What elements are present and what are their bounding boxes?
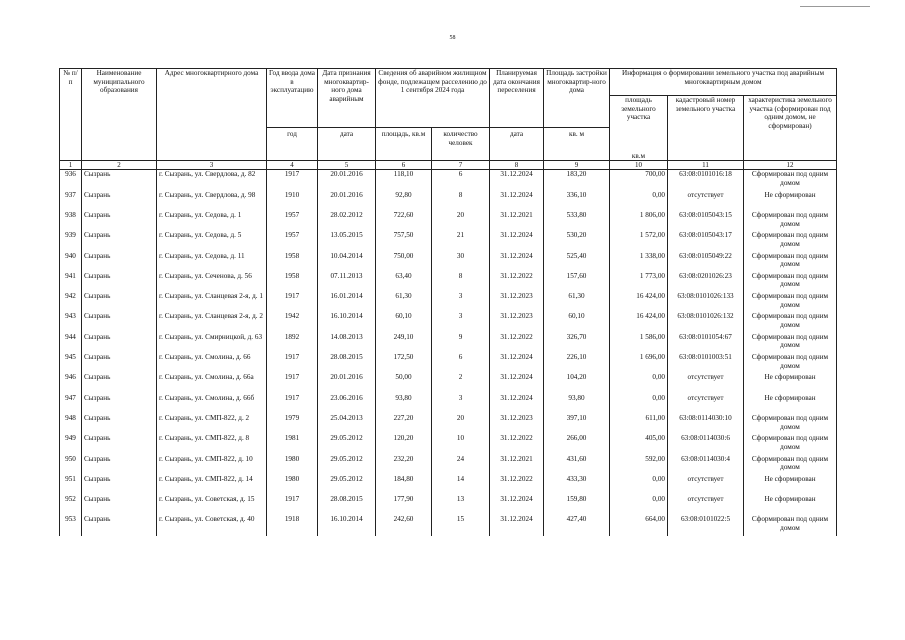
- row-planned-end: 31.12.2021: [490, 211, 544, 231]
- row-characteristic: Не сформирован: [744, 495, 837, 515]
- row-area: 61,30: [376, 292, 432, 312]
- row-land-area: 1 572,00: [610, 231, 668, 251]
- row-characteristic: Не сформирован: [744, 191, 837, 211]
- row-number: 945: [60, 353, 82, 373]
- row-planned-end: 31.12.2022: [490, 272, 544, 292]
- row-cadastral: отсутствует: [668, 394, 744, 414]
- row-planned-end: 31.12.2022: [490, 333, 544, 353]
- column-number: 10: [610, 161, 668, 170]
- row-municipality: Сызрань: [82, 455, 157, 475]
- row-land-area: 611,00: [610, 414, 668, 434]
- row-cadastral: отсутствует: [668, 373, 744, 393]
- table-row: [60, 170, 837, 191]
- row-year: 1957: [267, 231, 318, 251]
- unit-kvm: кв. м: [544, 128, 610, 161]
- row-cadastral: 63:08:0101054:67: [668, 333, 744, 353]
- row-year: 1957: [267, 211, 318, 231]
- row-cadastral: 63:08:0101016:18: [668, 170, 744, 191]
- row-cadastral: 63:08:0201026:23: [668, 272, 744, 292]
- row-area: 60,10: [376, 312, 432, 332]
- row-date-emergency: 07.11.2013: [318, 272, 376, 292]
- row-people: 3: [432, 394, 490, 414]
- row-municipality: Сызрань: [82, 475, 157, 495]
- row-area: 184,80: [376, 475, 432, 495]
- row-date-emergency: 28.08.2015: [318, 495, 376, 515]
- table-row: [60, 353, 837, 373]
- row-year: 1917: [267, 373, 318, 393]
- row-land-area: 0,00: [610, 495, 668, 515]
- row-municipality: Сызрань: [82, 515, 157, 535]
- row-cadastral: 63:08:0101026:132: [668, 312, 744, 332]
- table-row: [60, 211, 837, 231]
- row-area: 757,50: [376, 231, 432, 251]
- header-emergency-info: Сведения об аварийном жилищном фонде, подлежащем расселению до 1 сентября 2024 года: [376, 69, 490, 128]
- row-area: 177,90: [376, 495, 432, 515]
- row-characteristic: Не сформирован: [744, 475, 837, 495]
- row-area: 722,60: [376, 211, 432, 231]
- row-year: 1981: [267, 434, 318, 454]
- row-characteristic: Не сформирован: [744, 373, 837, 393]
- column-number: 4: [267, 161, 318, 170]
- row-area: 63,40: [376, 272, 432, 292]
- row-date-emergency: 16.10.2014: [318, 515, 376, 535]
- row-building-area: 266,00: [544, 434, 610, 454]
- unit-area: площадь, кв.м: [376, 128, 432, 161]
- row-characteristic: Сформирован под одним домом: [744, 353, 837, 373]
- column-number: 11: [668, 161, 744, 170]
- row-people: 24: [432, 455, 490, 475]
- row-year: 1917: [267, 292, 318, 312]
- row-address: г. Сызрань, ул. Свердлова, д. 98: [157, 191, 267, 211]
- row-address: г. Сызрань, ул. СМП-822, д. 8: [157, 434, 267, 454]
- row-area: 93,80: [376, 394, 432, 414]
- row-people: 6: [432, 353, 490, 373]
- row-characteristic: Сформирован под одним домом: [744, 252, 837, 272]
- row-building-area: 336,10: [544, 191, 610, 211]
- row-year: 1917: [267, 170, 318, 191]
- row-municipality: Сызрань: [82, 191, 157, 211]
- row-cadastral: 63:08:0114030:10: [668, 414, 744, 434]
- unit-year: год: [267, 128, 318, 161]
- row-year: 1958: [267, 252, 318, 272]
- row-year: 1892: [267, 333, 318, 353]
- row-municipality: Сызрань: [82, 495, 157, 515]
- table-row: [60, 312, 837, 332]
- header-characteristic: характеристика земельного участка (сформирован под одним домом, не сформирован): [744, 96, 837, 161]
- header-planned-end: Планируемая дата окончания переселения: [490, 69, 544, 128]
- row-building-area: 61,30: [544, 292, 610, 312]
- column-number: 8: [490, 161, 544, 170]
- row-area: 227,20: [376, 414, 432, 434]
- table-row: [60, 394, 837, 414]
- row-characteristic: Сформирован под одним домом: [744, 211, 837, 231]
- row-planned-end: 31.12.2022: [490, 475, 544, 495]
- row-characteristic: Сформирован под одним домом: [744, 312, 837, 332]
- unit-kvm2: кв.м: [631, 151, 646, 160]
- row-address: г. Сызрань, ул. Смолина, д. 66а: [157, 373, 267, 393]
- row-year: 1979: [267, 414, 318, 434]
- row-people: 3: [432, 292, 490, 312]
- header-date-emergency: Дата признания многоквартир-ного дома аварийным: [318, 69, 376, 128]
- row-area: 92,80: [376, 191, 432, 211]
- row-municipality: Сызрань: [82, 231, 157, 251]
- row-building-area: 326,70: [544, 333, 610, 353]
- row-characteristic: Сформирован под одним домом: [744, 515, 837, 535]
- row-municipality: Сызрань: [82, 170, 157, 191]
- row-planned-end: 31.12.2023: [490, 292, 544, 312]
- row-address: г. Сызрань, ул. Смолина, д. 66: [157, 353, 267, 373]
- row-date-emergency: 16.10.2014: [318, 312, 376, 332]
- row-building-area: 530,20: [544, 231, 610, 251]
- row-address: г. Сызрань, ул. Свердлова, д. 82: [157, 170, 267, 191]
- row-number: 940: [60, 252, 82, 272]
- row-date-emergency: 29.05.2012: [318, 455, 376, 475]
- column-number: 5: [318, 161, 376, 170]
- row-number: 953: [60, 515, 82, 535]
- row-cadastral: отсутствует: [668, 191, 744, 211]
- row-cadastral: 63:08:0101022:5: [668, 515, 744, 535]
- row-municipality: Сызрань: [82, 292, 157, 312]
- row-area: 50,00: [376, 373, 432, 393]
- row-year: 1917: [267, 394, 318, 414]
- header-address: Адрес многоквартирного дома: [157, 69, 267, 161]
- row-area: 750,00: [376, 252, 432, 272]
- row-planned-end: 31.12.2024: [490, 231, 544, 251]
- row-building-area: 525,40: [544, 252, 610, 272]
- row-land-area: 1 338,00: [610, 252, 668, 272]
- header-municipality: Наименование муниципального образования: [82, 69, 157, 161]
- row-municipality: Сызрань: [82, 272, 157, 292]
- row-characteristic: Сформирован под одним домом: [744, 292, 837, 312]
- row-address: г. Сызрань, ул. Сеченова, д. 56: [157, 272, 267, 292]
- row-date-emergency: 28.02.2012: [318, 211, 376, 231]
- table-row: [60, 434, 837, 454]
- row-number: 952: [60, 495, 82, 515]
- table-row: [60, 252, 837, 272]
- row-building-area: 433,30: [544, 475, 610, 495]
- header-building-area: Площадь застройки многоквартир-ного дома: [544, 69, 610, 128]
- row-cadastral: отсутствует: [668, 475, 744, 495]
- table-row: [60, 333, 837, 353]
- header-num: № п/п: [60, 69, 82, 161]
- row-address: г. Сызрань, ул. СМП-822, д. 14: [157, 475, 267, 495]
- row-land-area: 0,00: [610, 475, 668, 495]
- row-date-emergency: 16.01.2014: [318, 292, 376, 312]
- row-building-area: 397,10: [544, 414, 610, 434]
- row-date-emergency: 13.05.2015: [318, 231, 376, 251]
- column-number: 6: [376, 161, 432, 170]
- row-cadastral: 63:08:0105043:15: [668, 211, 744, 231]
- row-address: г. Сызрань, ул. Сланцевая 2-я, д. 2: [157, 312, 267, 332]
- row-building-area: 159,80: [544, 495, 610, 515]
- row-municipality: Сызрань: [82, 211, 157, 231]
- row-municipality: Сызрань: [82, 414, 157, 434]
- column-number: 2: [82, 161, 157, 170]
- row-address: г. Сызрань, ул. СМП-822, д. 10: [157, 455, 267, 475]
- table-row: [60, 475, 837, 495]
- column-number: 9: [544, 161, 610, 170]
- row-number: 946: [60, 373, 82, 393]
- row-address: г. Сызрань, ул. Смирницкой, д. 63: [157, 333, 267, 353]
- row-land-area: 664,00: [610, 515, 668, 535]
- row-people: 30: [432, 252, 490, 272]
- row-area: 118,10: [376, 170, 432, 191]
- table-row: [60, 455, 837, 475]
- row-people: 3: [432, 312, 490, 332]
- row-land-area: 700,00: [610, 170, 668, 191]
- row-cadastral: 63:08:0114030:6: [668, 434, 744, 454]
- row-date-emergency: 29.05.2012: [318, 475, 376, 495]
- row-number: 951: [60, 475, 82, 495]
- row-land-area: 16 424,00: [610, 312, 668, 332]
- row-date-emergency: 29.05.2012: [318, 434, 376, 454]
- column-number: 3: [157, 161, 267, 170]
- table-row: [60, 272, 837, 292]
- row-number: 942: [60, 292, 82, 312]
- row-number: 949: [60, 434, 82, 454]
- row-year: 1980: [267, 455, 318, 475]
- row-number: 938: [60, 211, 82, 231]
- row-people: 6: [432, 170, 490, 191]
- row-characteristic: Сформирован под одним домом: [744, 170, 837, 191]
- row-planned-end: 31.12.2024: [490, 353, 544, 373]
- row-year: 1917: [267, 495, 318, 515]
- row-land-area: 1 586,00: [610, 333, 668, 353]
- row-municipality: Сызрань: [82, 252, 157, 272]
- row-municipality: Сызрань: [82, 394, 157, 414]
- row-number: 943: [60, 312, 82, 332]
- row-people: 8: [432, 191, 490, 211]
- row-municipality: Сызрань: [82, 333, 157, 353]
- table-row: [60, 414, 837, 434]
- row-area: 232,20: [376, 455, 432, 475]
- row-planned-end: 31.12.2023: [490, 414, 544, 434]
- row-area: 172,50: [376, 353, 432, 373]
- row-address: г. Сызрань, ул. Советская, д. 40: [157, 515, 267, 535]
- row-land-area: 0,00: [610, 394, 668, 414]
- row-people: 8: [432, 272, 490, 292]
- row-land-area: 0,00: [610, 191, 668, 211]
- row-planned-end: 31.12.2024: [490, 191, 544, 211]
- header-cadastral: кадастровый номер земельного участка: [668, 96, 744, 161]
- row-date-emergency: 25.04.2013: [318, 414, 376, 434]
- row-people: 13: [432, 495, 490, 515]
- unit-people: количество человек: [432, 128, 490, 161]
- row-land-area: 1 696,00: [610, 353, 668, 373]
- row-number: 936: [60, 170, 82, 191]
- row-number: 950: [60, 455, 82, 475]
- row-year: 1958: [267, 272, 318, 292]
- row-cadastral: 63:08:0101003:51: [668, 353, 744, 373]
- row-planned-end: 31.12.2022: [490, 434, 544, 454]
- row-address: г. Сызрань, ул. Седова, д. 1: [157, 211, 267, 231]
- row-address: г. Сызрань, ул. Смолина, д. 66б: [157, 394, 267, 414]
- row-land-area: 1 773,00: [610, 272, 668, 292]
- column-numbers-row: [60, 161, 837, 170]
- row-people: 2: [432, 373, 490, 393]
- row-year: 1980: [267, 475, 318, 495]
- row-area: 242,60: [376, 515, 432, 535]
- row-planned-end: 31.12.2024: [490, 394, 544, 414]
- row-people: 14: [432, 475, 490, 495]
- row-building-area: 226,10: [544, 353, 610, 373]
- table-row: [60, 292, 837, 312]
- row-year: 1918: [267, 515, 318, 535]
- table-row: [60, 231, 837, 251]
- row-number: 937: [60, 191, 82, 211]
- row-people: 20: [432, 211, 490, 231]
- row-cadastral: 63:08:0114030:4: [668, 455, 744, 475]
- row-number: 939: [60, 231, 82, 251]
- row-date-emergency: 23.06.2016: [318, 394, 376, 414]
- row-people: 10: [432, 434, 490, 454]
- row-cadastral: 63:08:0101026:133: [668, 292, 744, 312]
- row-address: г. Сызрань, ул. Советская, д. 15: [157, 495, 267, 515]
- row-address: г. Сызрань, ул. Седова, д. 11: [157, 252, 267, 272]
- table-row: [60, 495, 837, 515]
- row-land-area: 16 424,00: [610, 292, 668, 312]
- row-municipality: Сызрань: [82, 373, 157, 393]
- row-year: 1910: [267, 191, 318, 211]
- column-number: 7: [432, 161, 490, 170]
- row-building-area: 427,40: [544, 515, 610, 535]
- row-number: 944: [60, 333, 82, 353]
- row-year: 1917: [267, 353, 318, 373]
- row-building-area: 60,10: [544, 312, 610, 332]
- row-planned-end: 31.12.2024: [490, 495, 544, 515]
- row-year: 1942: [267, 312, 318, 332]
- row-area: 249,10: [376, 333, 432, 353]
- row-cadastral: отсутствует: [668, 495, 744, 515]
- housing-table: [59, 68, 837, 536]
- row-number: 948: [60, 414, 82, 434]
- row-people: 21: [432, 231, 490, 251]
- table-body: [60, 170, 837, 536]
- row-planned-end: 31.12.2024: [490, 515, 544, 535]
- row-land-area: 0,00: [610, 373, 668, 393]
- row-characteristic: Сформирован под одним домом: [744, 455, 837, 475]
- row-address: г. Сызрань, ул. Сланцевая 2-я, д. 1: [157, 292, 267, 312]
- row-building-area: 93,80: [544, 394, 610, 414]
- row-number: 947: [60, 394, 82, 414]
- row-date-emergency: 20.01.2016: [318, 191, 376, 211]
- row-land-area: 1 806,00: [610, 211, 668, 231]
- row-address: г. Сызрань, ул. Седова, д. 5: [157, 231, 267, 251]
- row-date-emergency: 28.08.2015: [318, 353, 376, 373]
- row-municipality: Сызрань: [82, 353, 157, 373]
- row-cadastral: 63:08:0105043:17: [668, 231, 744, 251]
- row-building-area: 183,20: [544, 170, 610, 191]
- row-municipality: Сызрань: [82, 434, 157, 454]
- row-building-area: 157,60: [544, 272, 610, 292]
- table-row: [60, 515, 837, 535]
- row-land-area: 405,00: [610, 434, 668, 454]
- column-number: 1: [60, 161, 82, 170]
- row-address: г. Сызрань, ул. СМП-822, д. 2: [157, 414, 267, 434]
- unit-date: дата: [318, 128, 376, 161]
- row-building-area: 104,20: [544, 373, 610, 393]
- row-date-emergency: 20.01.2016: [318, 373, 376, 393]
- row-characteristic: Сформирован под одним домом: [744, 414, 837, 434]
- row-building-area: 431,60: [544, 455, 610, 475]
- row-cadastral: 63:08:0105049:22: [668, 252, 744, 272]
- column-number: 12: [744, 161, 837, 170]
- row-planned-end: 31.12.2021: [490, 455, 544, 475]
- row-date-emergency: 20.01.2016: [318, 170, 376, 191]
- row-people: 9: [432, 333, 490, 353]
- row-characteristic: Не сформирован: [744, 394, 837, 414]
- row-building-area: 533,80: [544, 211, 610, 231]
- row-characteristic: Сформирован под одним домом: [744, 231, 837, 251]
- header-year: Год ввода дома в эксплуатацию: [267, 69, 318, 128]
- row-date-emergency: 14.08.2013: [318, 333, 376, 353]
- row-planned-end: 31.12.2023: [490, 312, 544, 332]
- row-date-emergency: 10.04.2014: [318, 252, 376, 272]
- row-people: 15: [432, 515, 490, 535]
- row-number: 941: [60, 272, 82, 292]
- table-row: [60, 191, 837, 211]
- row-characteristic: Сформирован под одним домом: [744, 272, 837, 292]
- row-planned-end: 31.12.2024: [490, 170, 544, 191]
- top-rule: [800, 6, 870, 7]
- row-planned-end: 31.12.2024: [490, 252, 544, 272]
- row-characteristic: Сформирован под одним домом: [744, 333, 837, 353]
- unit-date2: дата: [490, 128, 544, 161]
- header-land-info: Информация о формировании земельного участка под аварийным многоквартирным домом: [610, 69, 837, 96]
- page-number: 58: [449, 35, 456, 41]
- row-characteristic: Сформирован под одним домом: [744, 434, 837, 454]
- row-people: 20: [432, 414, 490, 434]
- row-area: 120,20: [376, 434, 432, 454]
- row-land-area: 592,00: [610, 455, 668, 475]
- row-planned-end: 31.12.2024: [490, 373, 544, 393]
- row-municipality: Сызрань: [82, 312, 157, 332]
- table-row: [60, 373, 837, 393]
- header-land-area: площадь земельного участка кв.м: [610, 96, 668, 161]
